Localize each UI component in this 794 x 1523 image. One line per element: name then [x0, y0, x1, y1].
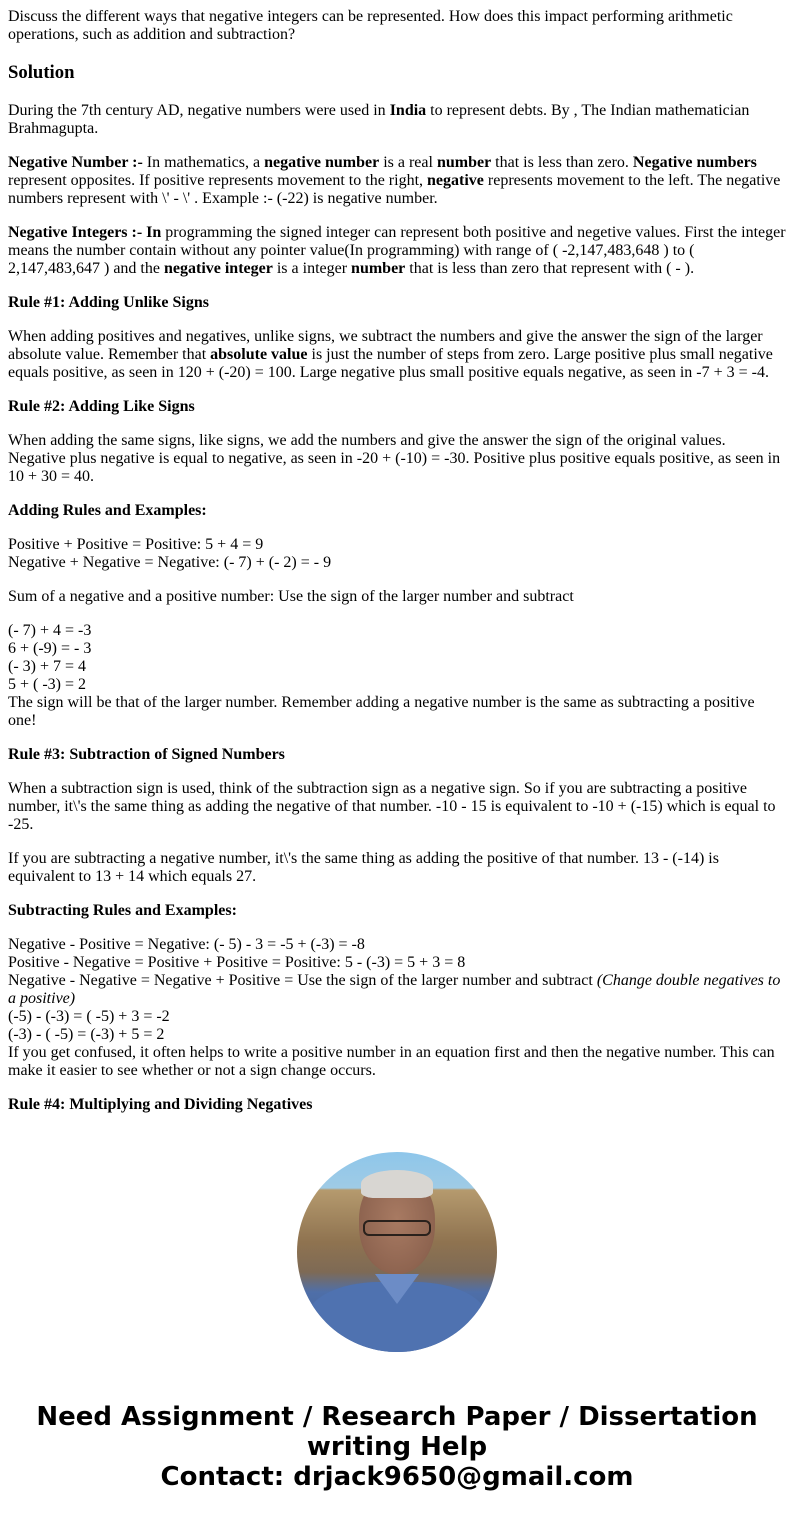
paragraph [8, 902, 786, 920]
text-segment: (-3) - ( -5) = (-3) + 5 = 2 [8, 1026, 165, 1043]
paragraph [8, 850, 786, 886]
text-segment: that is less than zero that represent with ( - ). [405, 260, 695, 277]
text-segment: When a subtraction sign is used, think of the subtraction sign as a negative sign. So if you are subtracting a positive number, it\'s the same thing as adding the negative of that number. -10 - 15 is equivalent to -10 + (-15) which is equal to -25. [8, 780, 776, 833]
text-segment: is just the number of steps from zero. Large positive plus small negative equals positive, as seen in 120 + (-20) = 100. Large negative plus small positive equals negative, as seen in -7 + 3 = -4. [8, 346, 773, 381]
paragraph [8, 780, 786, 834]
text-segment: 6 + (-9) = - 3 [8, 640, 92, 657]
bold-text: negative [427, 172, 484, 189]
banner-headline: Need Assignment / Research Paper / Dissertation writing Help [36, 1402, 758, 1462]
bold-text: Rule #1: Adding Unlike Signs [8, 294, 209, 311]
text-segment: to represent debts. By , The Indian mathematician Brahmagupta. [8, 102, 750, 137]
text-segment: (- 7) + 4 = -3 [8, 622, 92, 639]
bold-text: negative integer [163, 260, 273, 277]
paragraph [8, 536, 786, 572]
bold-text: India [389, 102, 427, 119]
paragraph [8, 1096, 786, 1114]
paragraph [8, 432, 786, 486]
author-photo [297, 1152, 497, 1352]
bold-text: Rule #2: Adding Like Signs [8, 398, 195, 415]
bold-text: number [436, 154, 492, 171]
text-segment: Positive - Negative = Positive + Positive = Positive: 5 - (-3) = 5 + 3 = 8 [8, 954, 466, 971]
text-segment: that is less than zero. [491, 154, 633, 171]
paragraph [8, 936, 786, 1080]
text-segment: (- 3) + 7 = 4 [8, 658, 87, 675]
text-segment: Negative + Negative = Negative: (- 7) + (- 2) = - 9 [8, 554, 332, 571]
paragraph [8, 398, 786, 416]
text-segment: Negative - Positive = Negative: (- 5) - 3 = -5 + (-3) = -8 [8, 936, 365, 953]
text-segment: Negative - Negative = Negative + Positive = Use the sign of the larger number and subtract [8, 972, 597, 989]
bold-text: number [351, 260, 406, 277]
text-segment: The sign will be that of the larger number. Remember adding a negative number is the same as subtracting a positive one! [8, 694, 755, 729]
paragraph [8, 622, 786, 730]
paragraph [8, 294, 786, 312]
paragraph [8, 224, 786, 278]
paragraph [8, 102, 786, 138]
solution-heading: Solution [8, 62, 75, 83]
text-segment: is a real [379, 154, 437, 171]
paragraph [8, 154, 786, 208]
paragraph [8, 328, 786, 382]
bold-text: Negative numbers [632, 154, 757, 171]
paragraph [8, 746, 786, 764]
bold-text: Rule #4: Multiplying and Dividing Negatives [8, 1096, 313, 1113]
text-segment: programming the signed integer can represent both positive and negetive values. First the integer means the number contain without any pointer value(In programming) with range of ( -2,147,483,648 ) to ( 2,147,483,647 ) and the [8, 224, 786, 277]
paragraph [8, 502, 786, 520]
text-segment: When adding positives and negatives, unlike signs, we subtract the numbers and give the answer the sign of the larger absolute value. Remember that [8, 328, 763, 363]
text-segment: represent opposites. If positive represents movement to the right, [8, 172, 428, 189]
bold-text: Subtracting Rules and Examples: [8, 902, 237, 919]
solution-body [8, 102, 786, 1114]
text-segment: is a integer [272, 260, 352, 277]
text-segment: (-5) - (-3) = ( -5) + 3 = -2 [8, 1008, 170, 1025]
bold-text: Rule #3: Subtraction of Signed Numbers [8, 746, 285, 763]
bold-text: negative number [264, 154, 380, 171]
question-text: Discuss the different ways that negative integers can be represented. How does this impact performing arithmetic operations, such as addition and subtraction? [8, 8, 733, 43]
text-segment: When adding the same signs, like signs, we add the numbers and give the answer the sign of the original values. Negative plus negative is equal to negative, as seen in -20 + (-10) = -30. Positive plus positive equals positive, as seen in 10 + 30 = 40. [8, 432, 781, 485]
bold-text: Negative Number :- [8, 154, 143, 171]
text-segment: Sum of a negative and a positive number: Use the sign of the larger number and subtract [8, 588, 574, 605]
bold-text: absolute value [210, 346, 308, 363]
bold-text: Adding Rules and Examples: [8, 502, 207, 519]
author-photo-container [8, 1152, 786, 1352]
text-segment: In mathematics, a [142, 154, 265, 171]
text-segment: represents movement to the left. The negative numbers represent with \' - \' . Example :- (-22) is negative number. [8, 172, 781, 207]
text-segment: If you get confused, it often helps to write a positive number in an equation first and then the negative number. This can make it easier to see whether or not a sign change occurs. [8, 1044, 775, 1079]
italic-text: (Change double negatives to a positive) [8, 972, 781, 1007]
text-segment: 5 + ( -3) = 2 [8, 676, 87, 693]
contact-banner [8, 1402, 786, 1492]
banner-contact: Contact: drjack9650@gmail.com [160, 1462, 634, 1492]
text-segment: If you are subtracting a negative number, it\'s the same thing as adding the positive of that number. 13 - (-14) is equivalent to 13 + 14 which equals 27. [8, 850, 719, 885]
text-segment: During the 7th century AD, negative numbers were used in [8, 102, 390, 119]
paragraph [8, 588, 786, 606]
text-segment: Positive + Positive = Positive: 5 + 4 = 9 [8, 536, 264, 553]
bold-text: Negative Integers :- In [8, 224, 162, 241]
